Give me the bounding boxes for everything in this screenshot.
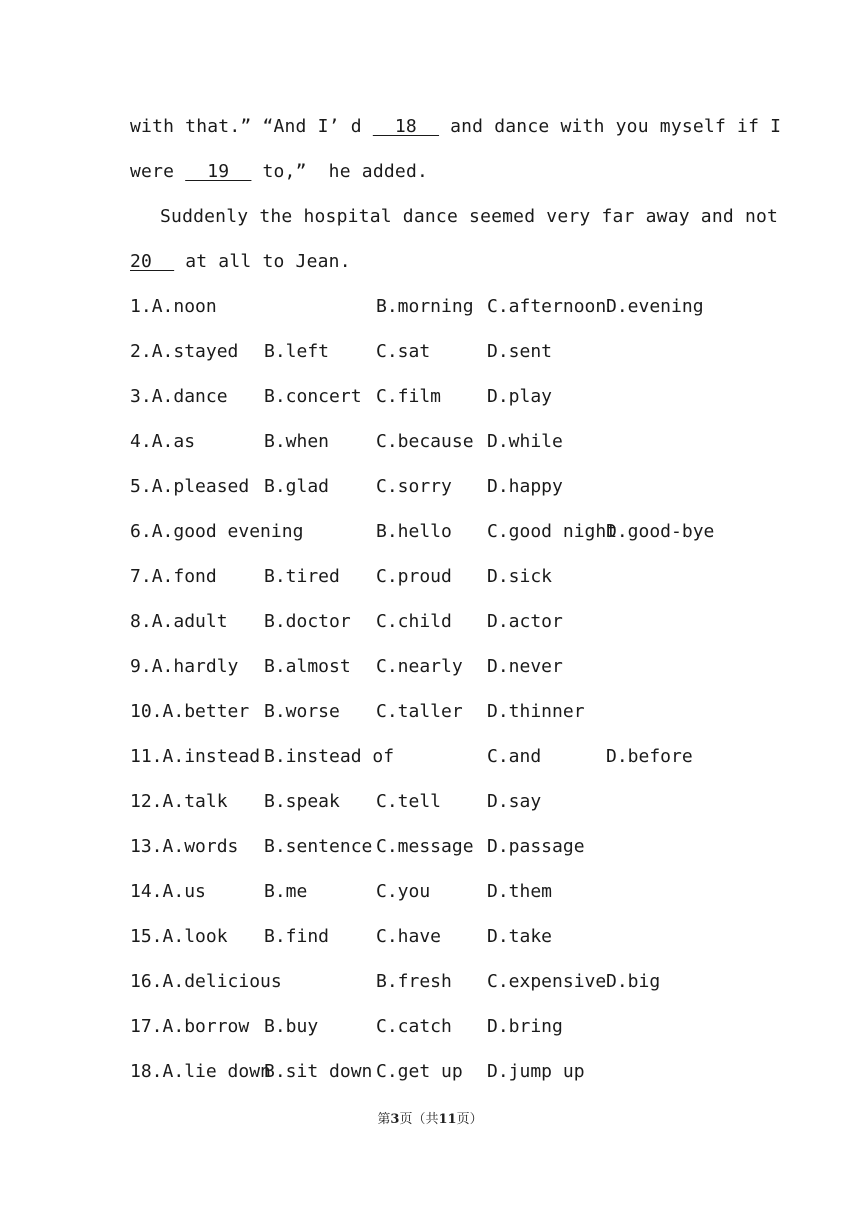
option-d: D.play (487, 386, 553, 407)
passage-text: at all to Jean. (174, 251, 351, 272)
question-number-and-option-a (130, 970, 282, 994)
option-b: B.doctor (264, 611, 351, 632)
question-number: 1. (130, 296, 152, 317)
option-b: B.glad (264, 476, 330, 497)
question-number-and-option-a (130, 790, 228, 814)
passage-line-4 (130, 250, 351, 274)
blank-20: 20 (130, 251, 175, 272)
question-number-and-option-a (130, 520, 303, 544)
option-c: C.child (376, 611, 452, 632)
question-number: 18. (130, 1061, 163, 1082)
option-a: A.better (162, 701, 250, 722)
option-b: B.find (264, 926, 330, 947)
option-c: C.message (376, 836, 474, 857)
option-b: B.speak (264, 791, 340, 812)
option-c: C.taller (376, 701, 463, 722)
question-number: 10. (130, 701, 163, 722)
question-number-and-option-a (130, 880, 206, 904)
option-b: B.almost (264, 656, 351, 677)
option-d: D.actor (487, 611, 563, 632)
question-number-and-option-a (130, 475, 249, 499)
option-a: A.as (151, 431, 196, 452)
footer-text: 页（共 (399, 1112, 439, 1127)
option-d: D.never (487, 656, 563, 677)
option-c: C.good night (487, 521, 618, 542)
passage-text: and dance with you myself if I (439, 116, 782, 137)
footer-text: 页） (456, 1112, 483, 1127)
option-b: B.buy (264, 1016, 319, 1037)
option-a: A.pleased (151, 476, 250, 497)
footer-text: 第 (377, 1112, 391, 1127)
option-a: A.words (162, 836, 239, 857)
question-number: 14. (130, 881, 163, 902)
passage-line-1 (130, 115, 781, 139)
option-a: A.instead (162, 746, 261, 767)
option-b: B.fresh (376, 971, 452, 992)
option-b: B.hello (376, 521, 452, 542)
option-b: B.when (264, 431, 330, 452)
option-a: A.us (162, 881, 206, 902)
option-c: C.sorry (376, 476, 452, 497)
option-d: D.evening (606, 296, 704, 317)
option-b: B.sentence (264, 836, 373, 857)
question-number: 6. (130, 521, 152, 542)
question-number: 11. (130, 746, 163, 767)
question-number: 9. (130, 656, 152, 677)
question-number: 5. (130, 476, 152, 497)
option-b: B.concert (264, 386, 362, 407)
question-number-and-option-a (130, 430, 195, 454)
option-c: C.get up (376, 1061, 463, 1082)
option-c: C.tell (376, 791, 442, 812)
option-d: D.sick (487, 566, 553, 587)
question-number-and-option-a (130, 565, 217, 589)
option-d: D.happy (487, 476, 563, 497)
option-c: C.expensive (487, 971, 607, 992)
blank-18: 18 (372, 116, 440, 137)
question-number: 15. (130, 926, 163, 947)
question-number-and-option-a (130, 1060, 271, 1084)
option-b: B.sit down (264, 1061, 373, 1082)
option-b: B.me (264, 881, 308, 902)
option-b: B.instead of (264, 746, 395, 767)
passage-text: to,” he added. (251, 161, 429, 182)
total-pages: 11 (438, 1112, 457, 1127)
option-c: C.have (376, 926, 442, 947)
option-d: D.while (487, 431, 563, 452)
option-c: C.sat (376, 341, 431, 362)
option-b: B.worse (264, 701, 340, 722)
question-number: 13. (130, 836, 163, 857)
option-d: D.say (487, 791, 542, 812)
option-b: B.morning (376, 296, 474, 317)
option-d: D.big (606, 971, 661, 992)
option-a: A.talk (162, 791, 228, 812)
option-d: D.jump up (487, 1061, 585, 1082)
question-number: 12. (130, 791, 163, 812)
option-d: D.good-bye (606, 521, 715, 542)
option-b: B.left (264, 341, 330, 362)
question-number: 4. (130, 431, 152, 452)
option-d: D.bring (487, 1016, 563, 1037)
option-a: A.adult (151, 611, 228, 632)
question-number-and-option-a (130, 295, 217, 319)
question-number: 17. (130, 1016, 163, 1037)
option-c: C.proud (376, 566, 452, 587)
option-a: A.hardly (151, 656, 239, 677)
question-number: 16. (130, 971, 163, 992)
question-number-and-option-a (130, 340, 238, 364)
question-number-and-option-a (130, 655, 238, 679)
option-d: D.sent (487, 341, 553, 362)
passage-text: were (130, 161, 186, 182)
option-a: A.noon (151, 296, 217, 317)
question-number-and-option-a (130, 745, 260, 769)
question-number-and-option-a (130, 610, 228, 634)
question-number: 8. (130, 611, 152, 632)
question-number-and-option-a (130, 700, 249, 724)
option-a: A.lie down (162, 1061, 271, 1082)
option-b: B.tired (264, 566, 340, 587)
option-d: D.before (606, 746, 693, 767)
question-number-and-option-a (130, 925, 228, 949)
question-number: 2. (130, 341, 152, 362)
passage-line-3: Suddenly the hospital dance seemed very far away and not (160, 206, 779, 227)
passage-text: with that.” “And I’ d (130, 116, 373, 137)
page-number: 3 (390, 1112, 400, 1127)
option-d: D.take (487, 926, 553, 947)
question-number: 7. (130, 566, 152, 587)
page-footer (0, 1111, 860, 1129)
option-c: C.film (376, 386, 442, 407)
option-a: A.stayed (151, 341, 239, 362)
option-d: D.thinner (487, 701, 585, 722)
option-a: A.dance (151, 386, 228, 407)
option-c: C.you (376, 881, 431, 902)
option-a: A.good evening (151, 521, 304, 542)
option-c: C.and (487, 746, 542, 767)
option-d: D.them (487, 881, 553, 902)
question-number-and-option-a (130, 385, 228, 409)
question-number-and-option-a (130, 835, 238, 859)
option-d: D.passage (487, 836, 585, 857)
option-c: C.because (376, 431, 474, 452)
question-number-and-option-a (130, 1015, 249, 1039)
question-number: 3. (130, 386, 152, 407)
option-c: C.catch (376, 1016, 452, 1037)
option-c: C.afternoon (487, 296, 607, 317)
option-a: A.fond (151, 566, 217, 587)
passage-line-2 (130, 160, 428, 184)
option-a: A.look (162, 926, 228, 947)
blank-19: 19 (185, 161, 252, 182)
option-a: A.delicious (162, 971, 282, 992)
option-c: C.nearly (376, 656, 463, 677)
option-a: A.borrow (162, 1016, 250, 1037)
